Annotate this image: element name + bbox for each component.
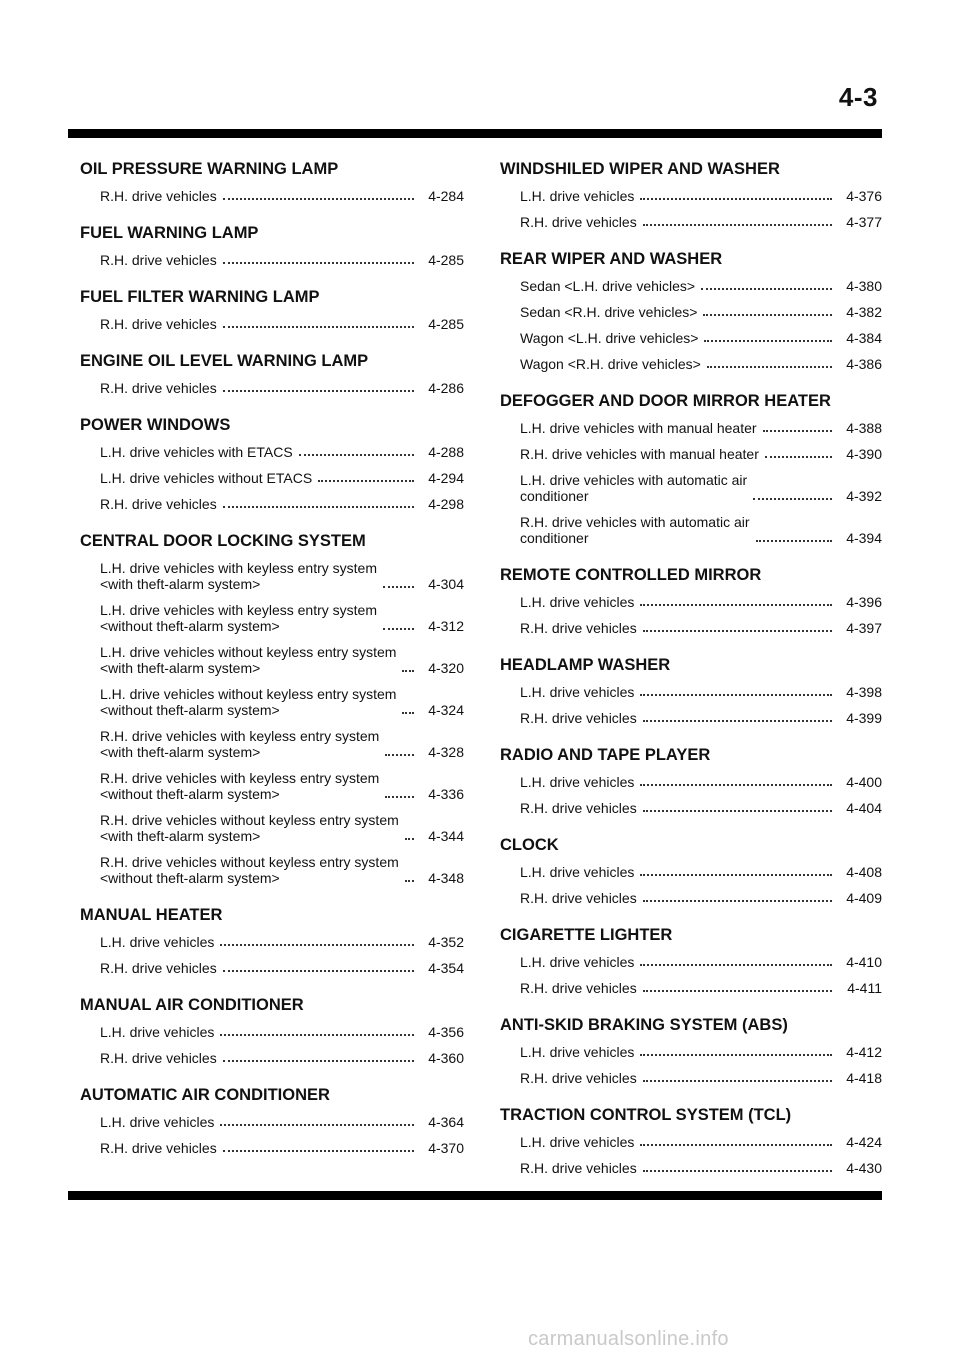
- toc-entry[interactable]: [80, 560, 464, 592]
- toc-entry[interactable]: [500, 420, 882, 436]
- dot-leader: [640, 874, 832, 876]
- toc-entry[interactable]: [80, 252, 464, 268]
- toc-entry[interactable]: [500, 472, 882, 504]
- toc-entry[interactable]: [80, 644, 464, 676]
- dot-leader: [643, 720, 832, 722]
- entry-label: L.H. drive vehicles: [100, 1114, 215, 1130]
- toc-entry[interactable]: [500, 1044, 882, 1060]
- entry-label: R.H. drive vehicles with keyless entry system <with theft-alarm system>: [100, 728, 380, 760]
- dot-leader: [223, 970, 414, 972]
- toc-entry[interactable]: [500, 774, 882, 790]
- section-title: MANUAL HEATER: [80, 906, 223, 924]
- toc-entry[interactable]: [80, 380, 464, 396]
- dot-leader: [223, 1150, 414, 1152]
- toc-section: [500, 1016, 882, 1086]
- section-title: AUTOMATIC AIR CONDITIONER: [80, 1086, 330, 1104]
- toc-entry[interactable]: [80, 602, 464, 634]
- section-title: ENGINE OIL LEVEL WARNING LAMP: [80, 352, 369, 370]
- toc-section: [80, 288, 464, 332]
- entry-label: L.H. drive vehicles: [520, 188, 635, 204]
- toc-section: [80, 906, 464, 976]
- dot-leader: [405, 880, 414, 882]
- toc-entry[interactable]: [80, 444, 464, 460]
- entry-page-number: 4-382: [846, 304, 882, 320]
- entry-page-number: 4-298: [428, 496, 464, 512]
- dot-leader: [220, 1034, 414, 1036]
- entry-label: R.H. drive vehicles: [520, 800, 637, 816]
- entry-label: L.H. drive vehicles with manual heater: [520, 420, 757, 436]
- entry-label: R.H. drive vehicles: [100, 188, 217, 204]
- entry-page-number: 4-411: [847, 980, 882, 996]
- entry-page-number: 4-356: [428, 1024, 464, 1040]
- dot-leader: [640, 1054, 832, 1056]
- dot-leader: [385, 754, 414, 756]
- toc-section: [80, 416, 464, 512]
- entry-label: R.H. drive vehicles: [520, 620, 637, 636]
- toc-entry[interactable]: [500, 446, 882, 462]
- section-title: FUEL FILTER WARNING LAMP: [80, 288, 320, 306]
- toc-entry[interactable]: [500, 954, 882, 970]
- section-title: RADIO AND TAPE PLAYER: [500, 746, 711, 764]
- entry-label: Sedan <R.H. drive vehicles>: [520, 304, 698, 320]
- entry-label: R.H. drive vehicles: [100, 496, 217, 512]
- toc-section: [80, 224, 464, 268]
- dot-leader: [383, 628, 414, 630]
- dot-leader: [707, 366, 832, 368]
- section-title: REAR WIPER AND WASHER: [500, 250, 723, 268]
- section-title: CENTRAL DOOR LOCKING SYSTEM: [80, 532, 366, 550]
- entry-label: Sedan <L.H. drive vehicles>: [520, 278, 696, 294]
- dot-leader: [643, 1080, 832, 1082]
- dot-leader: [765, 456, 832, 458]
- entry-page-number: 4-409: [846, 890, 882, 906]
- dot-leader: [643, 630, 832, 632]
- entry-page-number: 4-312: [428, 618, 464, 634]
- entry-label: L.H. drive vehicles with ETACS: [100, 444, 293, 460]
- dot-leader: [640, 604, 832, 606]
- entry-page-number: 4-348: [428, 870, 464, 886]
- entry-label: R.H. drive vehicles: [100, 960, 217, 976]
- entry-page-number: 4-294: [428, 470, 464, 486]
- toc-section: [500, 746, 882, 816]
- entry-label: R.H. drive vehicles: [520, 890, 637, 906]
- entry-page-number: 4-285: [428, 316, 464, 332]
- entry-label: R.H. drive vehicles: [100, 316, 217, 332]
- section-title: REMOTE CONTROLLED MIRROR: [500, 566, 762, 584]
- entry-page-number: 4-418: [846, 1070, 882, 1086]
- dot-leader: [223, 198, 414, 200]
- entry-label: L.H. drive vehicles: [100, 934, 215, 950]
- toc-entry[interactable]: [80, 188, 464, 204]
- page-number: 4-3: [838, 82, 878, 112]
- dot-leader: [223, 506, 414, 508]
- toc-entry[interactable]: [80, 934, 464, 950]
- entry-label: L.H. drive vehicles: [520, 684, 635, 700]
- dot-leader: [701, 288, 832, 290]
- toc-entry[interactable]: [500, 594, 882, 610]
- entry-label: L.H. drive vehicles: [520, 594, 635, 610]
- toc-entry[interactable]: [80, 1140, 464, 1156]
- section-title: FUEL WARNING LAMP: [80, 224, 259, 242]
- section-title: CLOCK: [500, 836, 559, 854]
- left-column: [80, 160, 464, 1176]
- dot-leader: [223, 262, 414, 264]
- toc-entry[interactable]: [500, 514, 882, 546]
- toc-entry[interactable]: [500, 710, 882, 726]
- toc-entry[interactable]: [80, 854, 464, 886]
- toc-entry[interactable]: [80, 1114, 464, 1130]
- section-title: WINDSHILED WIPER AND WASHER: [500, 160, 780, 178]
- entry-label: L.H. drive vehicles with keyless entry system <with theft-alarm system>: [100, 560, 377, 592]
- entry-page-number: 4-430: [846, 1160, 882, 1176]
- dot-leader: [756, 540, 832, 542]
- entry-page-number: 4-396: [846, 594, 882, 610]
- toc-entry[interactable]: [500, 278, 882, 294]
- dot-leader: [223, 1060, 414, 1062]
- entry-page-number: 4-344: [428, 828, 464, 844]
- entry-page-number: 4-288: [428, 444, 464, 460]
- toc-entry[interactable]: [500, 890, 882, 906]
- bottom-rule: [68, 1191, 882, 1200]
- entry-page-number: 4-412: [846, 1044, 882, 1060]
- toc-section: [80, 352, 464, 396]
- toc-entry[interactable]: [500, 1070, 882, 1086]
- dot-leader: [318, 480, 414, 482]
- dot-leader: [640, 784, 832, 786]
- toc-section: [80, 1086, 464, 1156]
- entry-page-number: 4-352: [428, 934, 464, 950]
- toc-entry[interactable]: [80, 686, 464, 718]
- entry-label: Wagon <R.H. drive vehicles>: [520, 356, 701, 372]
- entry-label: L.H. drive vehicles with automatic air conditioner: [520, 472, 748, 504]
- entry-page-number: 4-304: [428, 576, 464, 592]
- entry-label: R.H. drive vehicles: [520, 214, 637, 230]
- toc-section: [500, 250, 882, 372]
- entry-page-number: 4-410: [846, 954, 882, 970]
- entry-label: L.H. drive vehicles: [520, 864, 635, 880]
- section-title: HEADLAMP WASHER: [500, 656, 671, 674]
- entry-label: R.H. drive vehicles with keyless entry system <without theft-alarm system>: [100, 770, 380, 802]
- entry-page-number: 4-320: [428, 660, 464, 676]
- dot-leader: [405, 838, 414, 840]
- entry-label: R.H. drive vehicles: [520, 980, 637, 996]
- top-rule: [68, 129, 882, 138]
- entry-label: L.H. drive vehicles: [520, 954, 635, 970]
- entry-page-number: 4-384: [846, 330, 882, 346]
- entry-page-number: 4-392: [846, 488, 882, 504]
- entry-label: R.H. drive vehicles: [520, 1070, 637, 1086]
- dot-leader: [402, 670, 414, 672]
- entry-page-number: 4-399: [846, 710, 882, 726]
- dot-leader: [640, 1144, 832, 1146]
- dot-leader: [643, 900, 832, 902]
- entry-label: Wagon <L.H. drive vehicles>: [520, 330, 699, 346]
- entry-page-number: 4-386: [846, 356, 882, 372]
- entry-label: L.H. drive vehicles without ETACS: [100, 470, 313, 486]
- entry-label: L.H. drive vehicles without keyless entry system <with theft-alarm system>: [100, 644, 397, 676]
- entry-page-number: 4-285: [428, 252, 464, 268]
- toc-entry[interactable]: [500, 684, 882, 700]
- toc-section: [80, 996, 464, 1066]
- dot-leader: [704, 340, 832, 342]
- entry-label: R.H. drive vehicles: [100, 252, 217, 268]
- dot-leader: [640, 964, 832, 966]
- toc-entry[interactable]: [500, 304, 882, 320]
- entry-page-number: 4-360: [428, 1050, 464, 1066]
- section-title: CIGARETTE LIGHTER: [500, 926, 673, 944]
- dot-leader: [643, 1170, 832, 1172]
- entry-page-number: 4-424: [846, 1134, 882, 1150]
- dot-leader: [220, 1124, 414, 1126]
- section-title: OIL PRESSURE WARNING LAMP: [80, 160, 339, 178]
- toc-section: [500, 656, 882, 726]
- entry-page-number: 4-364: [428, 1114, 464, 1130]
- section-title: TRACTION CONTROL SYSTEM (TCL): [500, 1106, 792, 1124]
- toc-entry[interactable]: [500, 1160, 882, 1176]
- toc-entry[interactable]: [80, 1024, 464, 1040]
- toc-entry[interactable]: [80, 812, 464, 844]
- dot-leader: [385, 796, 414, 798]
- toc-section: [500, 926, 882, 996]
- entry-label: L.H. drive vehicles: [520, 1134, 635, 1150]
- toc-entry[interactable]: [80, 960, 464, 976]
- toc-entry[interactable]: [80, 496, 464, 512]
- entry-page-number: 4-400: [846, 774, 882, 790]
- entry-page-number: 4-354: [428, 960, 464, 976]
- toc-entry[interactable]: [80, 728, 464, 760]
- dot-leader: [643, 224, 832, 226]
- section-title: MANUAL AIR CONDITIONER: [80, 996, 304, 1014]
- entry-label: L.H. drive vehicles: [520, 774, 635, 790]
- right-column: [500, 160, 882, 1196]
- toc-entry[interactable]: [500, 864, 882, 880]
- dot-leader: [763, 430, 832, 432]
- entry-page-number: 4-380: [846, 278, 882, 294]
- entry-label: R.H. drive vehicles without keyless entry system <with theft-alarm system>: [100, 812, 399, 844]
- entry-label: R.H. drive vehicles without keyless entry system <without theft-alarm system>: [100, 854, 399, 886]
- entry-page-number: 4-394: [846, 530, 882, 546]
- toc-entry[interactable]: [500, 1134, 882, 1150]
- entry-page-number: 4-328: [428, 744, 464, 760]
- entry-label: R.H. drive vehicles: [100, 1140, 217, 1156]
- entry-label: L.H. drive vehicles: [100, 1024, 215, 1040]
- entry-page-number: 4-324: [428, 702, 464, 718]
- dot-leader: [640, 198, 832, 200]
- toc-section: [500, 392, 882, 546]
- section-title: DEFOGGER AND DOOR MIRROR HEATER: [500, 392, 831, 410]
- toc-section: [80, 160, 464, 204]
- dot-leader: [703, 314, 832, 316]
- section-title: ANTI-SKID BRAKING SYSTEM (ABS): [500, 1016, 788, 1034]
- entry-page-number: 4-284: [428, 188, 464, 204]
- toc-section: [500, 1106, 882, 1176]
- toc-entry[interactable]: [500, 980, 882, 996]
- entry-label: R.H. drive vehicles: [100, 1050, 217, 1066]
- toc-section: [500, 160, 882, 230]
- toc-entry[interactable]: [500, 620, 882, 636]
- dot-leader: [383, 586, 414, 588]
- entry-label: L.H. drive vehicles with keyless entry system <without theft-alarm system>: [100, 602, 377, 634]
- entry-page-number: 4-388: [846, 420, 882, 436]
- toc-entry[interactable]: [80, 770, 464, 802]
- dot-leader: [402, 712, 414, 714]
- entry-label: R.H. drive vehicles: [520, 710, 637, 726]
- entry-label: L.H. drive vehicles: [520, 1044, 635, 1060]
- toc-section: [80, 532, 464, 886]
- toc-entry[interactable]: [500, 356, 882, 372]
- dot-leader: [223, 390, 414, 392]
- entry-page-number: 4-398: [846, 684, 882, 700]
- dot-leader: [643, 990, 832, 992]
- entry-page-number: 4-336: [428, 786, 464, 802]
- entry-page-number: 4-286: [428, 380, 464, 396]
- entry-label: R.H. drive vehicles with manual heater: [520, 446, 759, 462]
- toc-section: [500, 566, 882, 636]
- entry-page-number: 4-397: [846, 620, 882, 636]
- entry-page-number: 4-404: [846, 800, 882, 816]
- toc-entry[interactable]: [500, 800, 882, 816]
- section-title: POWER WINDOWS: [80, 416, 231, 434]
- dot-leader: [223, 326, 414, 328]
- entry-page-number: 4-408: [846, 864, 882, 880]
- dot-leader: [220, 944, 414, 946]
- entry-label: R.H. drive vehicles with automatic air conditioner: [520, 514, 750, 546]
- toc-entry[interactable]: [500, 188, 882, 204]
- watermark: carmanualsonline.info: [528, 1328, 729, 1350]
- entry-page-number: 4-376: [846, 188, 882, 204]
- toc-entry[interactable]: [80, 316, 464, 332]
- entry-label: L.H. drive vehicles without keyless entry system <without theft-alarm system>: [100, 686, 397, 718]
- toc-entry[interactable]: [500, 214, 882, 230]
- dot-leader: [753, 498, 832, 500]
- toc-entry[interactable]: [500, 330, 882, 346]
- dot-leader: [643, 810, 832, 812]
- toc-entry[interactable]: [80, 1050, 464, 1066]
- entry-label: R.H. drive vehicles: [520, 1160, 637, 1176]
- toc-section: [500, 836, 882, 906]
- entry-label: R.H. drive vehicles: [100, 380, 217, 396]
- entry-page-number: 4-377: [846, 214, 882, 230]
- dot-leader: [299, 454, 414, 456]
- toc-entry[interactable]: [80, 470, 464, 486]
- entry-page-number: 4-390: [846, 446, 882, 462]
- entry-page-number: 4-370: [428, 1140, 464, 1156]
- dot-leader: [640, 694, 832, 696]
